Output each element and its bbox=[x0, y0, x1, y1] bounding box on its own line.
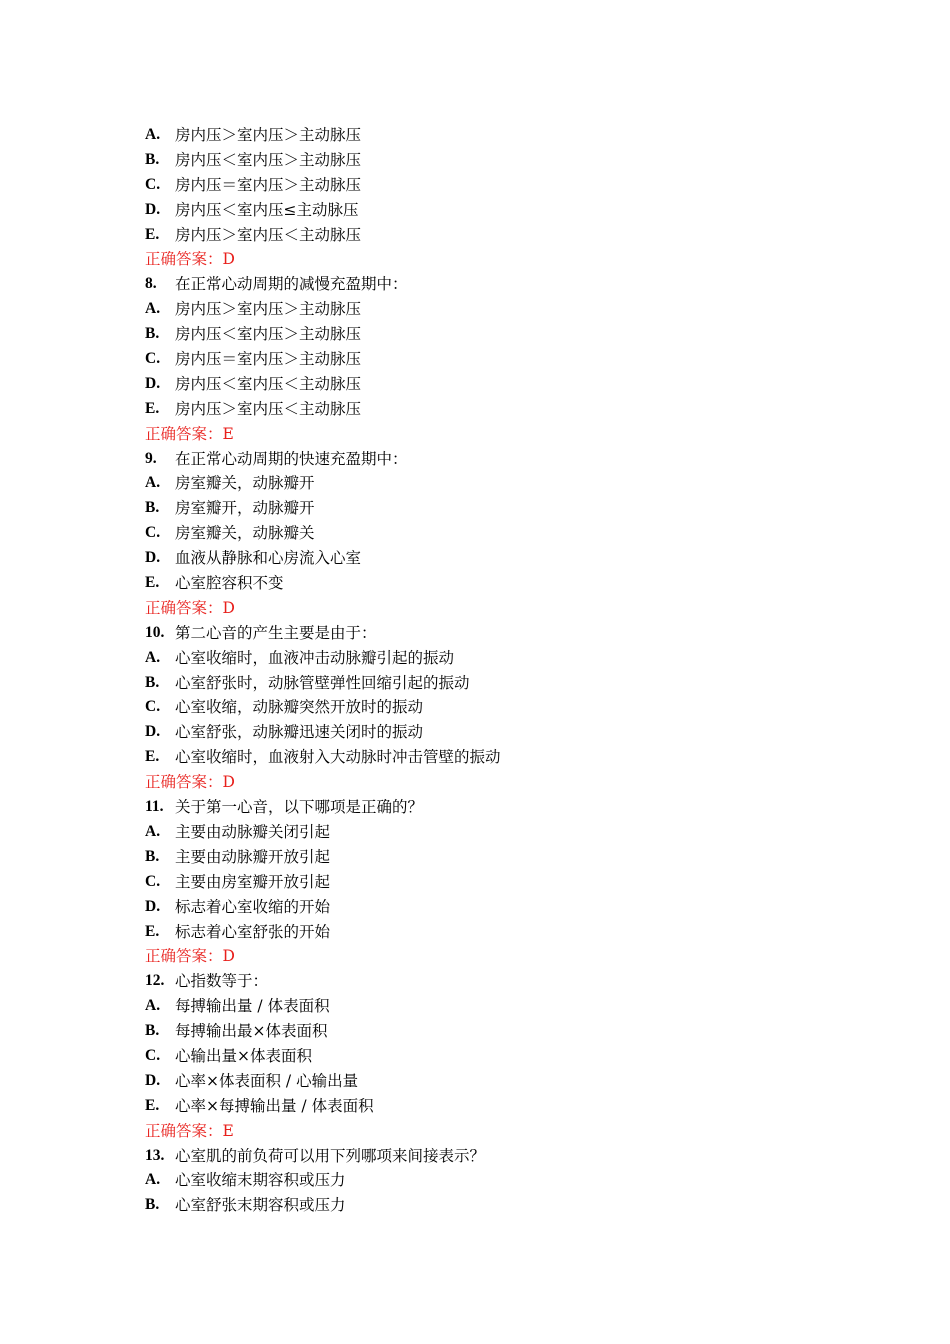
answer-text: 正确答案：E bbox=[145, 424, 234, 443]
option-label: C. bbox=[145, 524, 161, 542]
option-text: 主要由动脉瓣关闭引起 bbox=[175, 822, 331, 841]
option-text: 每搏输出最×体表面积 bbox=[175, 1022, 328, 1041]
question-line bbox=[145, 795, 845, 820]
answer-line bbox=[145, 944, 845, 969]
option-label: A. bbox=[145, 1171, 161, 1189]
option-label: E. bbox=[145, 225, 160, 243]
option-label: B. bbox=[145, 673, 160, 691]
option-text: 心率×体表面积 / 心输出量 bbox=[175, 1071, 359, 1090]
option-text: 心室舒张时，动脉管壁弹性回缩引起的振动 bbox=[175, 673, 470, 692]
question-number: 8. bbox=[145, 275, 157, 293]
answer-text: 正确答案：D bbox=[145, 250, 235, 269]
option-line bbox=[145, 372, 845, 397]
option-label: A. bbox=[145, 300, 161, 318]
option-label: E. bbox=[145, 574, 160, 592]
answer-line bbox=[145, 1119, 845, 1144]
option-label: E. bbox=[145, 748, 160, 766]
option-label: E. bbox=[145, 1096, 160, 1114]
option-line bbox=[145, 297, 845, 322]
option-label: C. bbox=[145, 872, 161, 890]
option-label: E. bbox=[145, 922, 160, 940]
question-line bbox=[145, 969, 845, 994]
option-text: 房内压＞室内压＜主动脉压 bbox=[175, 399, 362, 418]
question-line bbox=[145, 272, 845, 297]
option-text: 房室瓣关，动脉瓣关 bbox=[175, 524, 315, 543]
option-label: A. bbox=[145, 648, 161, 666]
option-text: 房内压＜室内压＜主动脉压 bbox=[175, 374, 362, 393]
option-line bbox=[145, 223, 845, 248]
option-label: D. bbox=[145, 1071, 161, 1089]
question-text: 心室肌的前负荷可以用下列哪项来间接表示？ bbox=[175, 1146, 486, 1165]
option-text: 心室收缩末期容积或压力 bbox=[175, 1171, 346, 1190]
option-label: B. bbox=[145, 325, 160, 343]
question-number: 13. bbox=[145, 1146, 165, 1164]
answer-text: 正确答案：D bbox=[145, 773, 235, 792]
option-text: 每搏输出量 / 体表面积 bbox=[175, 997, 330, 1016]
option-label: D. bbox=[145, 374, 161, 392]
option-label: B. bbox=[145, 847, 160, 865]
option-label: A. bbox=[145, 822, 161, 840]
option-label: C. bbox=[145, 698, 161, 716]
question-text: 在正常心动周期的快速充盈期中： bbox=[175, 449, 408, 468]
option-label: D. bbox=[145, 200, 161, 218]
question-number: 11. bbox=[145, 798, 164, 816]
option-line bbox=[145, 546, 845, 571]
option-line bbox=[145, 198, 845, 223]
option-label: B. bbox=[145, 150, 160, 168]
option-label: D. bbox=[145, 723, 161, 741]
option-text: 房内压＞室内压＞主动脉压 bbox=[175, 126, 362, 144]
option-line bbox=[145, 571, 845, 596]
option-line bbox=[145, 347, 845, 372]
question-number: 12. bbox=[145, 972, 165, 990]
option-label: E. bbox=[145, 399, 160, 417]
option-line bbox=[145, 123, 845, 148]
option-line bbox=[145, 920, 845, 945]
option-text: 心室收缩时，血液射入大动脉时冲击管壁的振动 bbox=[175, 748, 501, 767]
option-line bbox=[145, 845, 845, 870]
option-line bbox=[145, 1193, 845, 1218]
answer-text: 正确答案：D bbox=[145, 947, 235, 966]
option-line bbox=[145, 646, 845, 671]
option-label: B. bbox=[145, 1022, 160, 1040]
option-line bbox=[145, 521, 845, 546]
option-text: 房内压＜室内压≤主动脉压 bbox=[175, 200, 359, 219]
option-label: B. bbox=[145, 1196, 160, 1214]
option-label: B. bbox=[145, 499, 160, 517]
option-text: 房室瓣开，动脉瓣开 bbox=[175, 499, 315, 518]
option-line bbox=[145, 695, 845, 720]
option-text: 房内压＝室内压＞主动脉压 bbox=[175, 175, 362, 194]
option-text: 房内压＜室内压＞主动脉压 bbox=[175, 150, 362, 169]
option-line bbox=[145, 1094, 845, 1119]
question-line bbox=[145, 447, 845, 472]
option-text: 血液从静脉和心房流入心室 bbox=[175, 549, 362, 568]
option-line bbox=[145, 148, 845, 173]
option-text: 房内压＞室内压＞主动脉压 bbox=[175, 300, 362, 319]
option-line bbox=[145, 820, 845, 845]
answer-text: 正确答案：E bbox=[145, 1121, 234, 1140]
option-label: C. bbox=[145, 175, 161, 193]
option-text: 心输出量×体表面积 bbox=[175, 1046, 312, 1065]
option-text: 标志着心室收缩的开始 bbox=[175, 897, 331, 916]
option-text: 主要由房室瓣开放引起 bbox=[175, 872, 331, 891]
option-label: D. bbox=[145, 549, 161, 567]
option-label: A. bbox=[145, 474, 161, 492]
answer-line bbox=[145, 770, 845, 795]
option-line bbox=[145, 870, 845, 895]
option-line bbox=[145, 1044, 845, 1069]
option-text: 心室收缩时，血液冲击动脉瓣引起的振动 bbox=[175, 648, 455, 667]
answer-line bbox=[145, 422, 845, 447]
option-text: 房内压＞室内压＜主动脉压 bbox=[175, 225, 362, 244]
option-label: A. bbox=[145, 997, 161, 1015]
option-text: 心室舒张末期容积或压力 bbox=[175, 1196, 346, 1215]
option-line bbox=[145, 745, 845, 770]
question-line bbox=[145, 1144, 845, 1169]
question-number: 9. bbox=[145, 449, 157, 467]
option-text: 房室瓣关，动脉瓣开 bbox=[175, 474, 315, 493]
option-line bbox=[145, 1019, 845, 1044]
option-line bbox=[145, 895, 845, 920]
option-line bbox=[145, 1168, 845, 1193]
question-text: 第二心音的产生主要是由于： bbox=[175, 623, 377, 642]
option-text: 心室收缩，动脉瓣突然开放时的振动 bbox=[175, 698, 424, 717]
option-text: 心室腔容积不变 bbox=[175, 574, 284, 593]
option-line bbox=[145, 471, 845, 496]
option-line bbox=[145, 720, 845, 745]
option-line bbox=[145, 322, 845, 347]
option-text: 心率×每搏输出量 / 体表面积 bbox=[175, 1096, 374, 1115]
option-text: 房内压＝室内压＞主动脉压 bbox=[175, 350, 362, 369]
question-line bbox=[145, 621, 845, 646]
option-line bbox=[145, 173, 845, 198]
question-text: 关于第一心音，以下哪项是正确的？ bbox=[175, 798, 424, 817]
option-text: 主要由动脉瓣开放引起 bbox=[175, 847, 331, 866]
option-label: C. bbox=[145, 350, 161, 368]
option-line bbox=[145, 397, 845, 422]
option-text: 标志着心室舒张的开始 bbox=[175, 922, 331, 941]
option-label: C. bbox=[145, 1046, 161, 1064]
document-body bbox=[145, 123, 845, 1218]
question-text: 在正常心动周期的减慢充盈期中： bbox=[175, 275, 408, 294]
option-text: 房内压＜室内压＞主动脉压 bbox=[175, 325, 362, 344]
option-line bbox=[145, 994, 845, 1019]
option-text: 心室舒张，动脉瓣迅速关闭时的振动 bbox=[175, 723, 424, 742]
option-line bbox=[145, 1069, 845, 1094]
answer-line bbox=[145, 596, 845, 621]
question-text: 心指数等于： bbox=[175, 972, 269, 991]
option-label: D. bbox=[145, 897, 161, 915]
option-line bbox=[145, 496, 845, 521]
question-number: 10. bbox=[145, 623, 165, 641]
option-label: A. bbox=[145, 126, 161, 143]
option-line bbox=[145, 671, 845, 696]
answer-line bbox=[145, 247, 845, 272]
answer-text: 正确答案：D bbox=[145, 598, 235, 617]
